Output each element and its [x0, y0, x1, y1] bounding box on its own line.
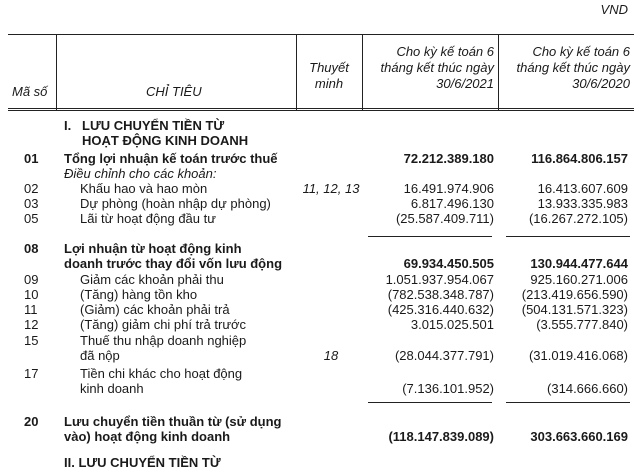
adjustments-label: Điều chỉnh cho các khoản: [64, 166, 217, 181]
section-title-line2: HOẠT ĐỘNG KINH DOANH [82, 133, 249, 148]
value-2020: (31.019.416.068) [528, 348, 628, 363]
value-2021: 6.817.496.130 [410, 196, 494, 211]
header-2021-line2: tháng kết thúc ngày [380, 60, 494, 75]
row-code: 09 [24, 272, 39, 287]
row-code: 10 [24, 287, 39, 302]
value-2021: (425.316.440.632) [387, 302, 494, 317]
value-2021: 69.934.450.505 [403, 256, 494, 271]
header-thuyet-minh-2: minh [314, 76, 344, 91]
subtotal-line-2021 [368, 236, 492, 237]
header-bottom-border-double [8, 110, 634, 111]
subtotal-line-2020 [506, 236, 630, 237]
subtotal-line-2020 [506, 402, 630, 403]
value-2021: (28.044.377.791) [394, 348, 494, 363]
row-label-line2: doanh trước thay đổi vốn lưu động [64, 256, 283, 271]
value-2020: 16.413.607.609 [537, 181, 628, 196]
next-section-title-partial: II. LƯU CHUYỂN TIỀN TỪ [64, 455, 221, 470]
row-label: Giảm các khoản phải thu [80, 272, 224, 287]
row-label: Khấu hao và hao mòn [80, 181, 208, 196]
row-code: 05 [24, 211, 39, 226]
row-code: 20 [24, 414, 39, 429]
row-note: 11, 12, 13 [302, 181, 360, 196]
col-divider [362, 34, 363, 111]
value-2020: (314.666.660) [547, 381, 628, 396]
value-2020: (213.419.656.590) [521, 287, 628, 302]
col-divider [498, 34, 499, 111]
table-top-border [8, 34, 634, 35]
row-label: Tổng lợi nhuận kế toán trước thuế [64, 151, 278, 166]
value-2021: 72.212.389.180 [403, 151, 494, 166]
row-label-line2: kinh doanh [80, 381, 144, 396]
header-chi-tieu: CHỈ TIÊU [146, 84, 202, 99]
header-2021-line1: Cho kỳ kế toán 6 [396, 44, 494, 59]
section-number: I. [64, 118, 72, 133]
row-label-line2: vào) hoạt động kinh doanh [64, 429, 231, 444]
header-2021-line3: 30/6/2021 [436, 76, 494, 91]
row-code: 02 [24, 181, 39, 196]
value-2020: (16.267.272.105) [528, 211, 628, 226]
header-2020-line3: 30/6/2020 [572, 76, 630, 91]
row-label: Dự phòng (hoàn nhập dự phòng) [80, 196, 271, 211]
row-label-line1: Tiền chi khác cho hoạt động [80, 366, 243, 381]
subtotal-line-2021 [368, 402, 492, 403]
value-2021: 1.051.937.954.067 [385, 272, 494, 287]
value-2020: 303.663.660.169 [530, 429, 628, 444]
row-code: 15 [24, 333, 39, 348]
row-label: (Giảm) các khoản phải trả [80, 302, 230, 317]
row-label-line1: Thuế thu nhập doanh nghiệp [80, 333, 247, 348]
value-2020: 925.160.271.006 [530, 272, 628, 287]
row-label: (Tăng) hàng tồn kho [80, 287, 198, 302]
value-2020: 130.944.477.644 [530, 256, 628, 271]
row-code: 03 [24, 196, 39, 211]
row-code: 12 [24, 317, 39, 332]
currency-label: VND [600, 2, 628, 17]
row-code: 01 [24, 151, 39, 166]
value-2021: 16.491.974.906 [403, 181, 494, 196]
header-thuyet-minh-1: Thuyết [309, 60, 349, 75]
header-2020-line2: tháng kết thúc ngày [516, 60, 630, 75]
section-title-line1: LƯU CHUYỂN TIỀN TỪ [82, 118, 225, 133]
row-label-line1: Lưu chuyển tiền thuần từ (sử dụng [64, 414, 282, 429]
header-ma-so: Mã số [12, 84, 48, 99]
row-code: 11 [24, 302, 38, 317]
row-label-line2: đã nộp [80, 348, 120, 363]
row-label: (Tăng) giảm chi phí trả trước [80, 317, 247, 332]
row-label-line1: Lợi nhuận từ hoạt động kinh [64, 241, 242, 256]
header-bottom-border [8, 108, 634, 109]
value-2021: (25.587.409.711) [395, 211, 494, 226]
value-2021: (782.538.348.787) [387, 287, 494, 302]
row-code: 17 [24, 366, 39, 381]
col-divider [296, 34, 297, 111]
value-2020: (504.131.571.323) [521, 302, 628, 317]
value-2020: 13.933.335.983 [537, 196, 628, 211]
header-2020-line1: Cho kỳ kế toán 6 [532, 44, 630, 59]
value-2021: 3.015.025.501 [410, 317, 494, 332]
value-2020: 116.864.806.157 [531, 151, 628, 166]
value-2021: (7.136.101.952) [402, 381, 494, 396]
value-2021: (118.147.839.089) [388, 429, 494, 444]
row-label: Lãi từ hoạt động đầu tư [80, 211, 216, 226]
value-2020: (3.555.777.840) [536, 317, 628, 332]
row-code: 08 [24, 241, 39, 256]
col-divider [56, 34, 57, 111]
row-note: 18 [323, 348, 339, 363]
